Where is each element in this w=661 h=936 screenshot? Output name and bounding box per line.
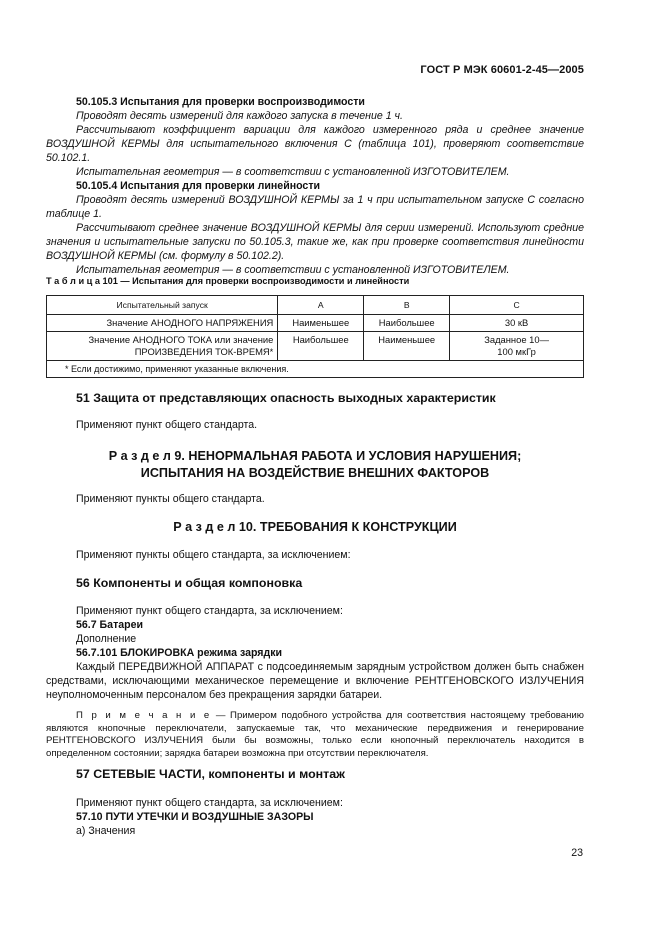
table-caption-label: Т а б л и ц а 101 <box>46 276 118 286</box>
table-cell: Значение АНОДНОГО ТОКА или значение ПРОИЗВЕДЕНИЯ ТОК-ВРЕМЯ* <box>47 332 278 361</box>
paragraph: Применяют пункты общего стандарта, за исключением: <box>76 549 351 561</box>
table-footnote-row <box>47 361 584 378</box>
heading-57: 57 СЕТЕВЫЕ ЧАСТИ, компоненты и монтаж <box>76 767 345 781</box>
paragraph: Испытательная геометрия — в соответствии с установленной ИЗГОТОВИТЕЛЕМ. <box>76 264 510 276</box>
table-footnote: * Если достижимо, применяют указанные включения. <box>47 361 584 378</box>
table-row <box>47 332 584 361</box>
table-header-cell: С <box>450 296 584 315</box>
table-cell: Наименьшее <box>364 332 450 361</box>
block-57 <box>46 796 584 838</box>
table-101 <box>46 295 584 378</box>
section-9-title <box>46 448 584 482</box>
table-header-cell: Испытательный запуск <box>47 296 278 315</box>
heading-56: 56 Компоненты и общая компоновка <box>76 576 303 590</box>
table-header-cell: А <box>278 296 364 315</box>
heading-50-105-4: 50.105.4 Испытания для проверки линейности <box>76 180 321 192</box>
section-9-line-1: Р а з д е л 9. НЕНОРМАЛЬНАЯ РАБОТА И УСЛОВИЯ НАРУШЕНИЯ; <box>108 449 522 463</box>
heading-56-7-101: 56.7.101 БЛОКИРОВКА режима зарядки <box>76 647 283 659</box>
paragraph: Проводят десять измерений для каждого запуска в течение 1 ч. <box>76 110 403 122</box>
table-cell: Наибольшее <box>278 332 364 361</box>
paragraph: Каждый ПЕРЕДВИЖНОЙ АППАРАТ с подсоединяемым зарядным устройством должен быть снабжен средствами, исключающими механическое перемещение и включение РЕНТГЕНОВСКОГО ИЗЛУЧЕНИЯ неуполномоченным персоналом без прекращения зарядки батареи. <box>46 661 584 701</box>
heading-51: 51 Защита от представляющих опасность выходных характеристик <box>76 391 496 405</box>
page-number: 23 <box>571 847 583 859</box>
table-header-cell: В <box>364 296 450 315</box>
table-cell: Наибольшее <box>364 315 450 332</box>
heading-56-7: 56.7 Батареи <box>76 619 144 631</box>
table-cell: Наименьшее <box>278 315 364 332</box>
block-50-105 <box>46 95 584 277</box>
paragraph: Применяют пункты общего стандарта. <box>76 493 265 505</box>
table-row <box>47 315 584 332</box>
paragraph: Применяют пункт общего стандарта, за исключением: <box>76 605 343 617</box>
table-caption <box>46 275 584 287</box>
document-code: ГОСТ Р МЭК 60601-2-45—2005 <box>420 64 584 76</box>
section-9-line-2: ИСПЫТАНИЯ НА ВОЗДЕЙСТВИЕ ВНЕШНИХ ФАКТОРОВ <box>140 466 490 480</box>
section-10-title: Р а з д е л 10. ТРЕБОВАНИЯ К КОНСТРУКЦИИ <box>173 520 457 534</box>
paragraph: Испытательная геометрия — в соответствии с установленной ИЗГОТОВИТЕЛЕМ. <box>76 166 510 178</box>
table-cell: Значение АНОДНОГО НАПРЯЖЕНИЯ <box>47 315 278 332</box>
table-header-row <box>47 296 584 315</box>
paragraph: Рассчитывают коэффициент вариации для каждого измеренного ряда и среднее значение ВОЗДУШНОЙ КЕРМЫ для испытательного включения С (таблица 101), проверяют соответствие 50.102.1. <box>46 124 584 164</box>
note-text: — Примером подобного устройства для соответствия настоящему требованию являются кнопочные переключатели, запускаемые так, что механические передвижения и генерирование РЕНТГЕНОВСКОГО ИЗЛУЧЕНИЯ были бы возможны, только если кнопочный переключатель находится в определенном состоянии; зарядка батареи возможна при отсутствии переключателя. <box>46 710 584 759</box>
heading-57-10: 57.10 ПУТИ УТЕЧКИ И ВОЗДУШНЫЕ ЗАЗОРЫ <box>76 811 314 823</box>
note <box>46 710 584 760</box>
note-label: П р и м е ч а н и е <box>76 710 212 721</box>
heading-50-105-3: 50.105.3 Испытания для проверки воспроизводимости <box>76 96 365 108</box>
table-cell: 30 кВ <box>450 315 584 332</box>
paragraph: Проводят десять измерений ВОЗДУШНОЙ КЕРМЫ за 1 ч при испытательном запуске С согласно таблице 1. <box>46 194 584 220</box>
table-cell: Заданное 10—100 мкГр <box>450 332 584 361</box>
block-56 <box>46 604 584 760</box>
paragraph: Дополнение <box>76 633 137 645</box>
table-101-block <box>46 275 584 378</box>
table-caption-text: — Испытания для проверки воспроизводимости и линейности <box>117 276 410 286</box>
paragraph: Применяют пункт общего стандарта. <box>76 419 258 431</box>
paragraph: Применяют пункт общего стандарта, за исключением: <box>76 797 343 809</box>
paragraph: Рассчитывают среднее значение ВОЗДУШНОЙ КЕРМЫ для серии измерений. Используют средние значения и испытательные запуски по 50.105.3, такие же, как при проверке соответствия линейности ВОЗДУШНОЙ КЕРМЫ (см. формулу в 50.102.2). <box>46 222 584 262</box>
list-item: а) Значения <box>76 825 136 837</box>
